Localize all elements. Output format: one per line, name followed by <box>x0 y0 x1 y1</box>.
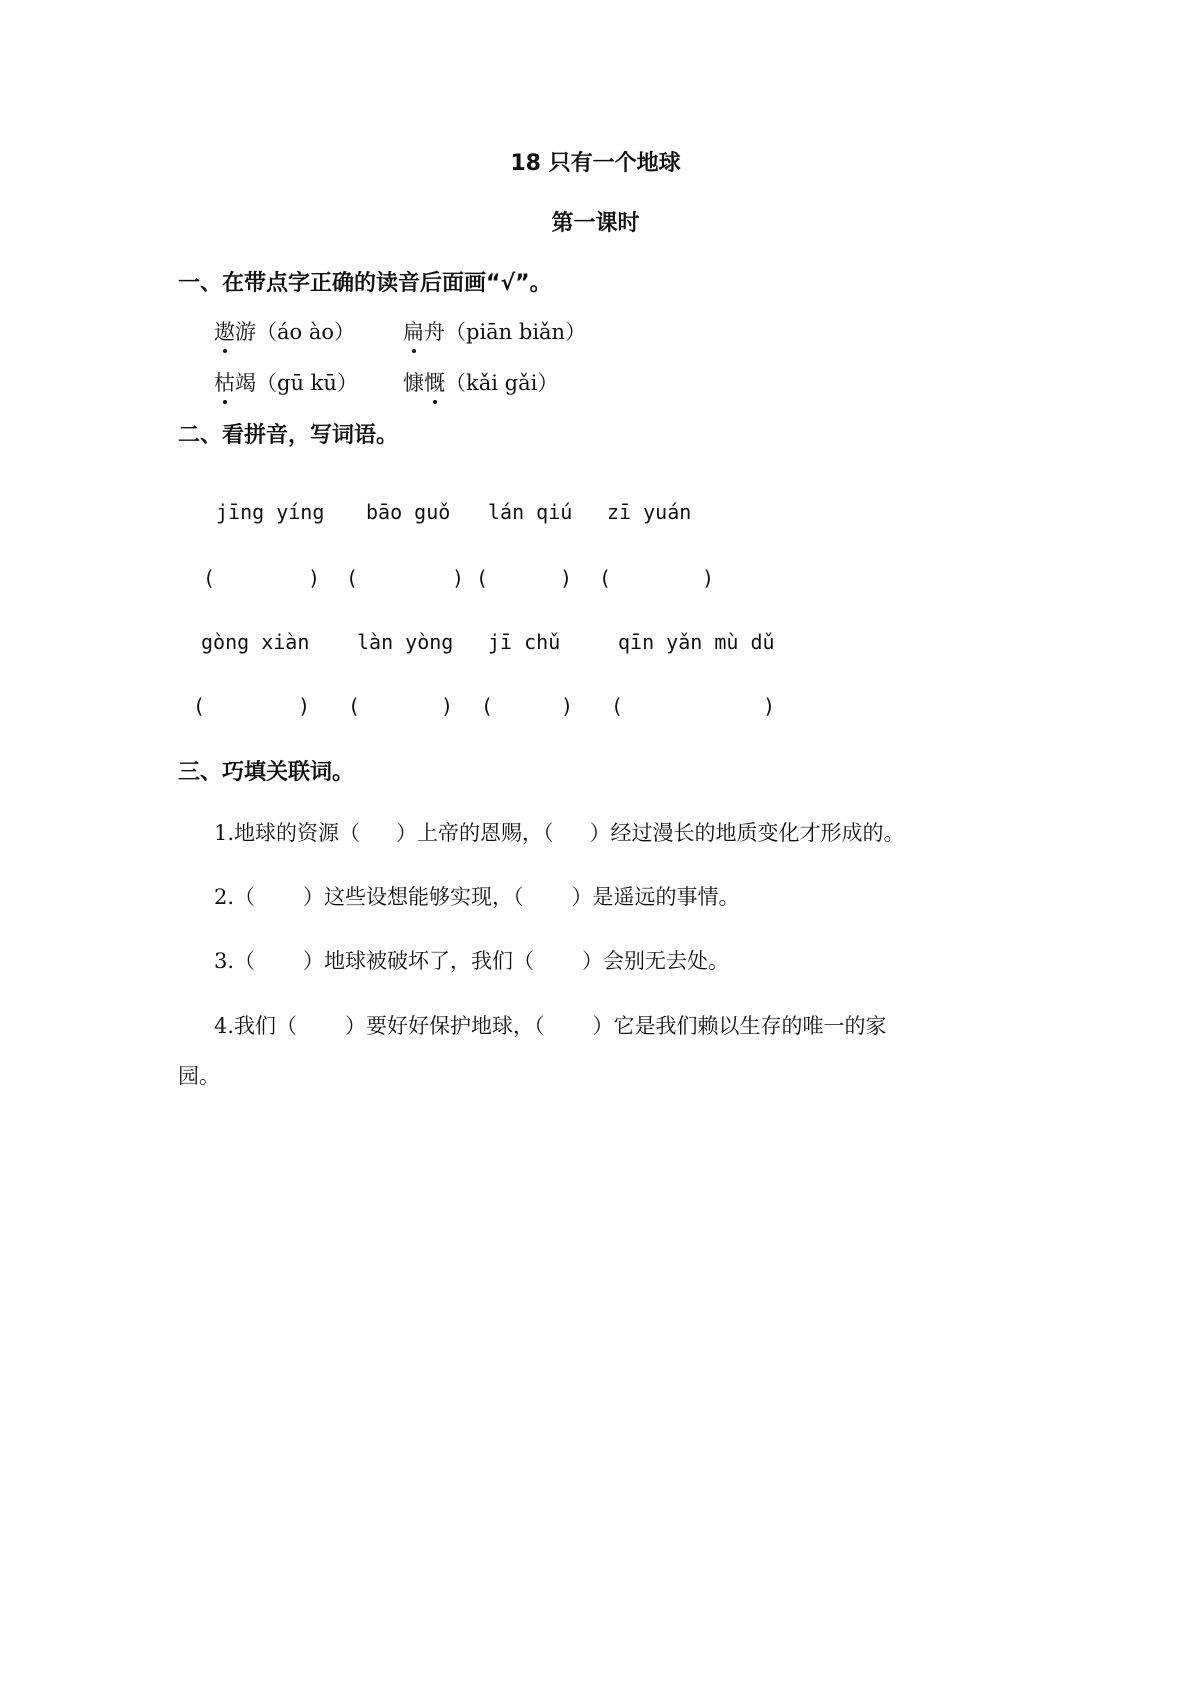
pinyin-word: gòng xiàn <box>201 630 310 654</box>
blank-close: ) <box>763 694 776 718</box>
word-rest: 舟 <box>424 320 445 344</box>
blank-close: ) <box>308 566 321 590</box>
blank-open: ( <box>193 694 206 718</box>
question-text: 3.（ <box>214 949 256 973</box>
pinyin-word: zī yuán <box>607 500 692 524</box>
blank-open: ( <box>346 566 359 590</box>
question-text: 2.（ <box>214 885 256 909</box>
pinyin-options: （áo ào） <box>256 320 356 344</box>
question-2 <box>214 881 740 911</box>
pinyin-word: lán qiú <box>488 500 573 524</box>
blank-open: ( <box>481 694 494 718</box>
section1-heading: 一、在带点字正确的读音后面画“√”。 <box>178 271 552 296</box>
pinyin-word: qīn yǎn mù dǔ <box>618 630 775 654</box>
blank-close: ) <box>561 694 574 718</box>
dotted-char: 扁 <box>403 316 424 346</box>
word-rest: 竭 <box>235 371 256 395</box>
question-text: ）地球被破坏了，我们（ <box>303 949 535 973</box>
section3-heading: 三、巧填关联词。 <box>178 760 355 785</box>
dotted-char: 遨 <box>214 316 235 346</box>
section2-heading: 二、看拼音，写词语。 <box>178 423 399 448</box>
question-text: ）上帝的恩赐，（ <box>396 821 554 845</box>
pinyin-word: jīng yíng <box>216 500 325 524</box>
question-text: 4.我们（ <box>214 1014 298 1038</box>
dotted-char: 慨 <box>424 367 445 397</box>
question-text: ）要好好保护地球，（ <box>345 1014 545 1038</box>
question-text: ）这些设想能够实现，（ <box>303 885 524 909</box>
pinyin-options: （gū kū） <box>256 371 358 395</box>
blank-open: ( <box>599 566 612 590</box>
blank-close: ) <box>560 566 573 590</box>
word-item-2 <box>403 316 586 346</box>
question-text: ）会别无去处。 <box>582 949 730 973</box>
question-text: ）经过漫长的地质变化才形成的。 <box>589 821 905 845</box>
word-item-1 <box>214 316 355 346</box>
blank-close: ) <box>452 566 465 590</box>
word-item-4 <box>403 367 558 397</box>
page-subtitle: 第一课时 <box>551 211 640 236</box>
question-3 <box>214 945 729 975</box>
blank-close: ) <box>441 694 454 718</box>
pinyin-word: bāo guǒ <box>366 500 451 524</box>
question-text: ）是遥远的事情。 <box>571 885 740 909</box>
blank-close: ) <box>298 694 311 718</box>
word-pre: 慷 <box>403 371 424 395</box>
pinyin-word: làn yòng <box>357 630 454 654</box>
blank-open: ( <box>476 566 489 590</box>
question-text: ）它是我们赖以生存的唯一的家 <box>592 1014 887 1038</box>
pinyin-options: （kǎi gǎi） <box>445 371 559 395</box>
pinyin-options: （piān biǎn） <box>445 320 587 344</box>
blank-open: ( <box>348 694 361 718</box>
word-rest: 游 <box>235 320 256 344</box>
question-text: 1.地球的资源（ <box>214 821 361 845</box>
question-4 <box>214 1010 887 1040</box>
question-4-continuation: 园。 <box>178 1064 220 1088</box>
pinyin-word: jī chǔ <box>488 630 561 654</box>
blank-open: ( <box>611 694 624 718</box>
blank-close: ) <box>702 566 715 590</box>
dotted-char: 枯 <box>214 367 235 397</box>
page-title: 18 只有一个地球 <box>510 151 681 176</box>
blank-open: ( <box>203 566 216 590</box>
word-item-3 <box>214 367 358 397</box>
question-1 <box>214 817 905 847</box>
